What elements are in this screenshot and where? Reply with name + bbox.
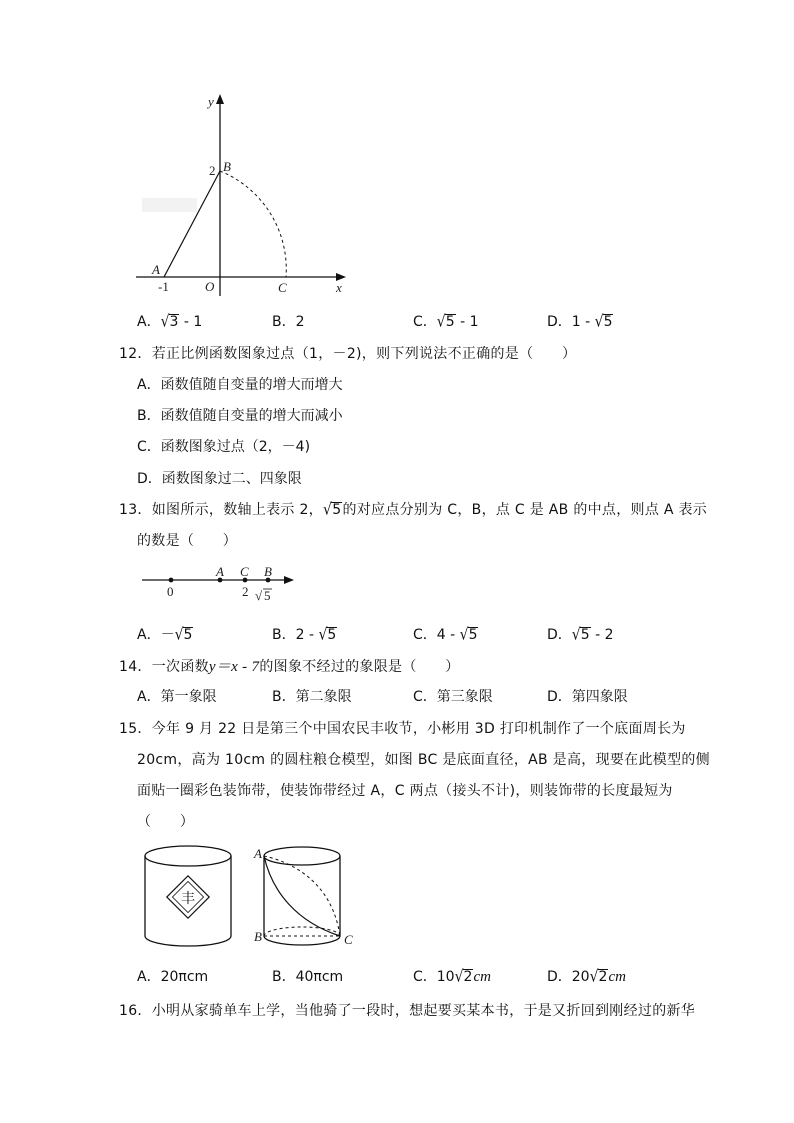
q12-option-a[interactable]: A．函数值随自变量的增大而增大 — [137, 377, 343, 393]
number-line-arrow-icon — [284, 576, 294, 584]
q14-option-d[interactable]: D．第四象限 — [547, 689, 628, 705]
q15-option-d[interactable]: D．20√2cm — [547, 967, 626, 987]
tick-neg1: -1 — [158, 279, 169, 294]
q11-option-c[interactable]: C．√5 - 1 — [413, 312, 479, 332]
q15-option-c[interactable]: C．10√2cm — [413, 967, 491, 987]
q11-option-d[interactable]: D．1 - √5 — [547, 312, 613, 332]
q11-option-b[interactable]: B．2 — [272, 314, 305, 330]
coordinate-figure — [130, 88, 360, 303]
label-sqrt-sign: √ — [255, 588, 263, 603]
q13-option-a[interactable]: A．－√5 — [137, 625, 193, 645]
q15-option-b[interactable]: B．40πcm — [272, 969, 344, 985]
q14-option-b[interactable]: B．第二象限 — [272, 689, 352, 705]
q12-option-b[interactable]: B．函数值随自变量的增大而减小 — [137, 408, 343, 424]
cylinder-top — [264, 847, 340, 865]
watermark-smudge — [142, 198, 197, 212]
q13-option-d[interactable]: D．√5 - 2 — [547, 625, 614, 645]
q12-option-c[interactable]: C．函数图象过点（2，－4) — [137, 439, 311, 455]
y-axis-arrow-icon — [216, 94, 224, 104]
label-c: C — [344, 932, 353, 947]
q12-option-d[interactable]: D．函数图象过二、四象限 — [137, 471, 302, 487]
q15-stem-line4: （ ） — [137, 814, 195, 830]
label-c: C — [240, 564, 249, 579]
point-a-label: A — [152, 262, 160, 277]
arc-bc — [220, 171, 286, 277]
q13-stem-line2: 的数是（ ） — [137, 533, 238, 549]
y-label: y — [208, 94, 214, 109]
q13-stem-line1: 13．如图所示，数轴上表示 2，√5的对应点分别为 C，B，点 C 是 AB 的中点，则点 A 表示 — [119, 500, 708, 520]
point-b-label: B — [223, 159, 231, 174]
q13-option-b[interactable]: B．2 - √5 — [272, 625, 337, 645]
origin-label: O — [205, 279, 215, 294]
point-0 — [169, 578, 174, 583]
label-b: B — [264, 564, 272, 579]
q13-option-c[interactable]: C．4 - √5 — [413, 625, 478, 645]
dashed-path — [264, 856, 340, 936]
q14-option-c[interactable]: C．第三象限 — [413, 689, 493, 705]
q15-stem-line2: 20cm，高为 10cm 的圆柱粮仓模型，如图 BC 是底面直径，AB 是高，现要在此模型的侧 — [137, 752, 710, 768]
solid-path — [264, 856, 340, 936]
label-b: B — [254, 929, 262, 944]
q14-option-a[interactable]: A．第一象限 — [137, 689, 217, 705]
x-label: x — [336, 280, 342, 295]
q15-option-a[interactable]: A．20πcm — [137, 969, 209, 985]
label-2: 2 — [242, 584, 249, 599]
label-sqrt5: 5 — [264, 588, 271, 603]
feng-character: 丰 — [181, 891, 195, 907]
q15-stem-line3: 面贴一圈彩色装饰带，使装饰带经过 A，C 两点（接头不计)，则装饰带的长度最短为 — [137, 783, 673, 799]
label-a: A — [216, 564, 224, 579]
granary-cylinder-figure — [140, 842, 240, 954]
cylinder-abc-figure — [252, 842, 367, 954]
q15-stem-line1: 15．今年 9 月 22 日是第三个中国农民丰收节，小彬用 3D 打印机制作了一个底面周长为 — [119, 721, 686, 737]
label-0: 0 — [167, 584, 174, 599]
label-a: A — [254, 846, 262, 861]
q14-stem: 14．一次函数y＝x - 7的图象不经过的象限是（ ） — [119, 659, 460, 675]
q11-option-a[interactable]: A．√3 - 1 — [137, 312, 203, 332]
segment-ab — [164, 171, 220, 277]
cylinder-top — [145, 846, 231, 866]
point-c-label: C — [278, 280, 287, 295]
number-line-figure — [138, 562, 303, 607]
q12-stem: 12．若正比例函数图象过点（1，－2)，则下列说法不正确的是（ ） — [119, 346, 577, 362]
tick-2: 2 — [209, 163, 216, 178]
q16-stem-line1: 16．小明从家骑单车上学，当他骑了一段时，想起要买某本书，于是又折回到刚经过的新华 — [119, 1003, 696, 1019]
